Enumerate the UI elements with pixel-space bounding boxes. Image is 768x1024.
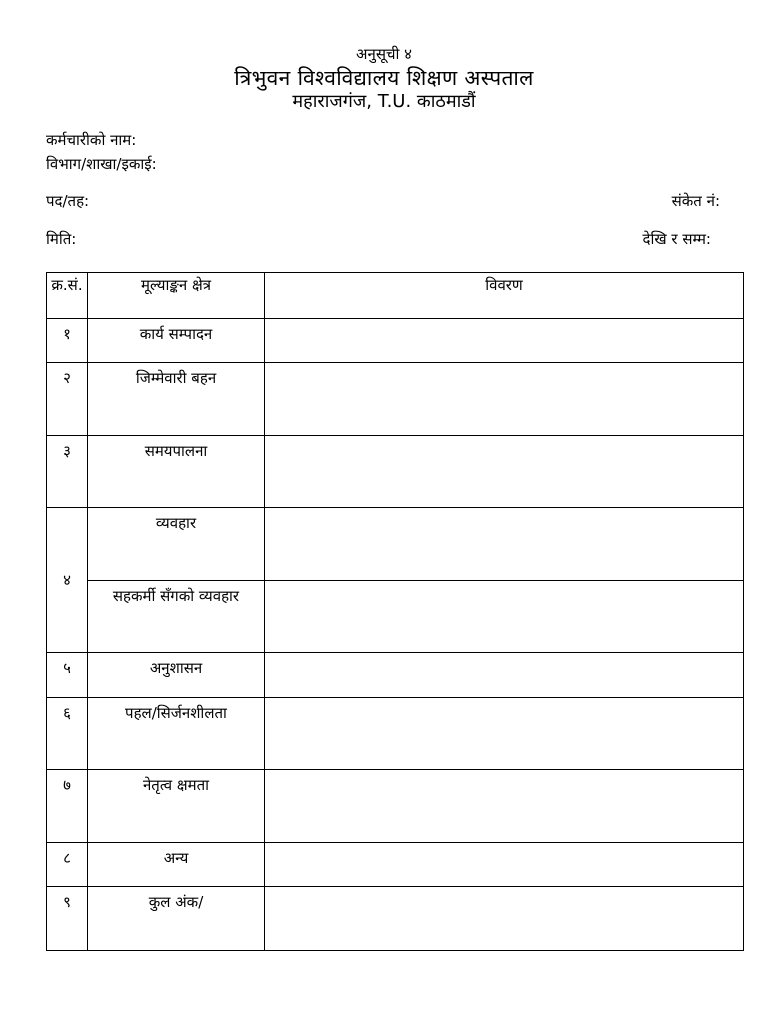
post-level-field: पद/तह: — [46, 192, 90, 210]
row-area: सहकर्मी सँगको व्यवहार — [88, 581, 265, 653]
row-entry-cell[interactable] — [265, 581, 744, 653]
table-row — [47, 887, 744, 951]
row-area: अनुशासन — [88, 653, 265, 698]
area-header: मूल्याङ्कन क्षेत्र — [88, 273, 265, 319]
row-area: पहल/सिर्जनशीलता — [88, 698, 265, 770]
table-row — [47, 698, 744, 770]
row-serial: ४ — [47, 508, 88, 653]
row-area: समयपालना — [88, 436, 265, 508]
row-entry-cell[interactable] — [265, 653, 744, 698]
row-area: कार्य सम्पादन — [88, 319, 265, 363]
table-row — [47, 436, 744, 508]
row-serial: १ — [47, 319, 88, 363]
row-area: नेतृत्व क्षमता — [88, 770, 265, 843]
period-field: देखि र सम्म: — [642, 230, 711, 248]
row-serial: ३ — [47, 436, 88, 508]
row-entry-cell[interactable] — [265, 508, 744, 581]
row-entry-cell[interactable] — [265, 843, 744, 887]
serial-header: क्र.सं. — [47, 273, 88, 319]
row-entry-cell[interactable] — [265, 363, 744, 436]
date-field-left: मिति: — [46, 230, 77, 248]
row-entry-cell[interactable] — [265, 319, 744, 363]
table-row — [47, 653, 744, 698]
row-area: व्यवहार — [88, 508, 265, 581]
table-row — [47, 508, 744, 581]
annex-label: अनुसूची ४ — [356, 45, 412, 63]
row-entry-cell[interactable] — [265, 770, 744, 843]
row-area: कुल अंक/ — [88, 887, 265, 951]
row-serial: ८ — [47, 843, 88, 887]
row-area: जिम्मेवारी बहन — [88, 363, 265, 436]
row-serial: ९ — [47, 887, 88, 951]
row-entry-cell[interactable] — [265, 436, 744, 508]
table-row — [47, 319, 744, 363]
institution-subtitle: महाराजगंज, T.U. काठमाडौं — [292, 91, 476, 112]
employee-name-field: कर्मचारीको नाम: — [46, 131, 137, 149]
evaluation-table — [46, 272, 744, 951]
row-entry-cell[interactable] — [265, 698, 744, 770]
table-row — [47, 363, 744, 436]
table-row — [47, 770, 744, 843]
description-header: विवरण — [265, 273, 744, 319]
table-row — [47, 581, 744, 653]
row-serial: ६ — [47, 698, 88, 770]
department-field: विभाग/शाखा/इकाई: — [46, 155, 157, 173]
row-area: अन्य — [88, 843, 265, 887]
row-serial: ७ — [47, 770, 88, 843]
row-serial: २ — [47, 363, 88, 436]
table-header-row — [47, 273, 744, 319]
row-serial: ५ — [47, 653, 88, 698]
table-row — [47, 843, 744, 887]
code-number-field: संकेत नं: — [671, 192, 720, 210]
institution-name: त्रिभुवन विश्वविद्यालय शिक्षण अस्पताल — [234, 66, 534, 90]
row-entry-cell[interactable] — [265, 887, 744, 951]
